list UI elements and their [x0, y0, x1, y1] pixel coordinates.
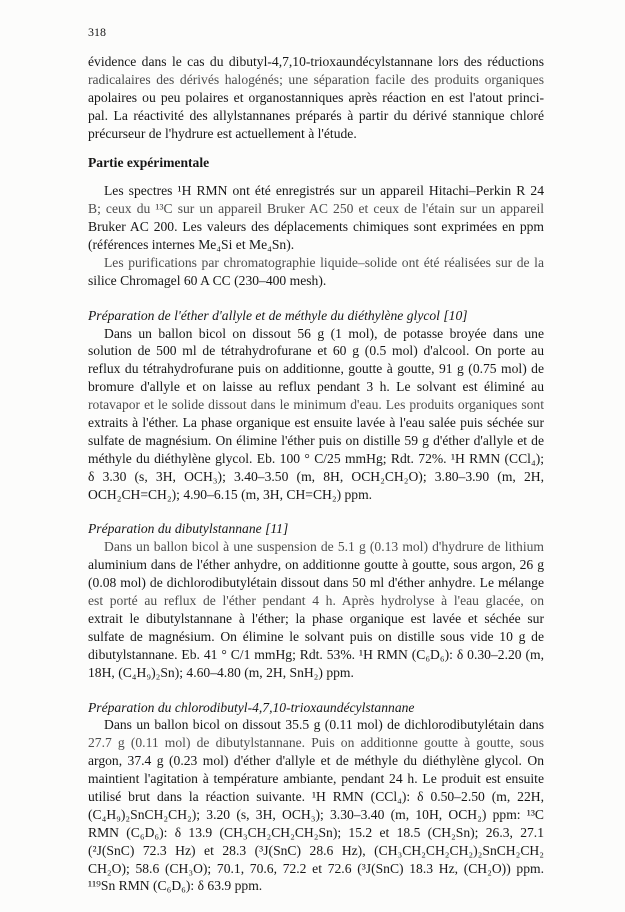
procedure-allyl-ether [88, 325, 544, 504]
text-line: RMN (C₆D₆): δ 13.9 (CH₃CH₂CH₂CH₂Sn); 15.2 et 18.5 (CH₂Sn); 26.3, 27.1 [88, 824, 544, 840]
text-line: pal. La réactivité des allylstannanes préparés à partir du dérivé stannique chloré [88, 107, 544, 123]
text-line: CH₂O); 58.6 (CH₃O); 70.1, 70.6, 72.2 et 72.6 (³J(SnC) 18.3 Hz, (CH₂O)) ppm. [88, 860, 544, 876]
text-line: 18H, (C₄H₉)₂Sn); 4.60–4.80 (m, 2H, SnH₂) ppm. [88, 664, 354, 680]
paragraph-intro [88, 53, 544, 142]
text-line: B; ceux du ¹³C sur un appareil Bruker AC 250 et ceux de l'étain sur un appareil [88, 201, 544, 217]
text-line: apolaires ou peu polaires et organostanniques après réaction en est l'atout princi- [88, 89, 544, 105]
procedure-dibutylstannane [88, 538, 544, 681]
text-line: δ 3.30 (s, 3H, OCH₃); 3.40–3.50 (m, 8H, OCH₂CH₂O); 3.80–3.90 (m, 2H, [88, 468, 544, 484]
text-line: radicalaires des dérivés halogénés; une séparation facile des produits organiques [88, 71, 544, 87]
text-line: méthyle du diéthylène glycol. Eb. 100 ° C/25 mmHg; Rdt. 72%. ¹H RMN (CCl₄); [88, 450, 544, 466]
text-line: argon, 37.4 g (0.23 mol) d'éther d'allyle et de méthyle du diéthylène glycol. On [88, 753, 544, 769]
text-line: Les purifications par chromatographie liquide–solide ont été réalisées sur de la [104, 254, 544, 270]
procedure-chlorodibutylstannane [88, 716, 544, 895]
text-line: (²J(SnC) 72.3 Hz) et 28.3 (³J(SnC) 28.6 Hz), (CH₃CH₂CH₂CH₂)₂SnCH₂CH₂ [88, 842, 544, 858]
text-line: solution de 500 ml de tétrahydrofurane et 60 g (0.5 mol) d'alcool. On porte au [88, 343, 544, 359]
text-line: Dans un ballon bicol à une suspension de 5.1 g (0.13 mol) d'hydrure de lithium [104, 539, 544, 555]
text-line: Bruker AC 200. Les valeurs des déplacements chimiques sont exprimées en ppm [88, 219, 544, 235]
text-line: (références internes Me₄Si et Me₄Sn). [88, 237, 295, 253]
procedure-heading: Préparation de l'éther d'allyle et de méthyle du diéthylène glycol [10] [88, 307, 468, 323]
text-line: sulfate de magnésium. On élimine le solvant puis on distille sous vide 10 g de [88, 628, 544, 644]
procedure-heading: Préparation du dibutylstannane [11] [88, 521, 289, 537]
text-line: aluminium dans de l'éther anhydre, on additionne goutte à goutte, sous argon, 26 g [88, 557, 544, 573]
paragraph-instrumentation [88, 182, 544, 254]
text-line: sulfate de magnésium. On élimine l'éther puis on distille 59 g d'éther d'allyle et de [88, 432, 544, 448]
text-line: silice Chromagel 60 A CC (230–400 mesh). [88, 272, 327, 288]
text-line: bromure d'allyle et on laisse au reflux pendant 3 h. Le solvant est éliminé au [88, 379, 544, 395]
text-line: extrait le dibutylstannane à l'éther; la phase organique est lavée et séchée sur [88, 610, 544, 626]
text-line: évidence dans le cas du dibutyl-4,7,10-trioxaundécylstannane lors des réductions [88, 54, 544, 69]
text-line: maintient l'agitation à température ambiante, pendant 24 h. Le produit est ensuite [88, 771, 544, 787]
text-line: Dans un ballon bicol on dissout 35.5 g (0.11 mol) de dichlorodibutylétain dans [104, 717, 544, 733]
text-line: extraits à l'éther. La phase organique est ensuite lavée à l'eau salée puis séchée sur [88, 415, 544, 431]
text-line: utilisé brut dans la réaction suivante. ¹H RMN (CCl₄): δ 0.50–2.50 (m, 22H, [88, 788, 544, 804]
procedure-heading: Préparation du chlorodibutyl-4,7,10-trioxaundécylstannane [88, 699, 415, 715]
text-line: dibutylstannane. Eb. 41 ° C/1 mmHg; Rdt. 53%. ¹H RMN (C₆D₆): δ 0.30–2.20 (m, [88, 646, 544, 662]
text-line: Les spectres ¹H RMN ont été enregistrés sur un appareil Hitachi–Perkin R 24 [104, 183, 544, 199]
text-line: rotavapor et le solide dissout dans le minimum d'eau. Les produits organiques sont [88, 397, 544, 413]
text-line: Dans un ballon bicol on dissout 56 g (1 mol), de potasse broyée dans une [104, 325, 544, 341]
text-line: (0.08 mol) de dichlorodibutylétain dissout dans 50 ml d'éther anhydre. Le mélange [88, 575, 544, 591]
text-line: est porté au reflux de l'éther pendant 4 h. Après hydrolyse à l'eau glacée, on [88, 593, 544, 609]
section-heading-experimental: Partie expérimentale [88, 155, 210, 171]
page-body [88, 53, 544, 895]
paragraph-purification [88, 254, 544, 290]
text-line: (C₄H₉)₂SnCH₂CH₂); 3.20 (s, 3H, OCH₃); 3.30–3.40 (m, 10H, OCH₂) ppm: ¹³C [88, 806, 544, 822]
text-line: 27.7 g (0.11 mol) de dibutylstannane. Puis on additionne goutte à goutte, sous [88, 735, 544, 751]
text-line: ¹¹⁹Sn RMN (C₆D₆): δ 63.9 ppm. [88, 878, 263, 894]
text-line: précurseur de l'hydrure est actuellement à l'étude. [88, 125, 357, 141]
text-line: reflux du tétrahydrofurane puis on additionne, goutte à goutte, 91 g (0.75 mol) de [88, 361, 544, 377]
text-line: OCH₂CH=CH₂); 4.90–6.15 (m, 3H, CH=CH₂) ppm. [88, 486, 373, 502]
page-number: 318 [88, 25, 106, 39]
